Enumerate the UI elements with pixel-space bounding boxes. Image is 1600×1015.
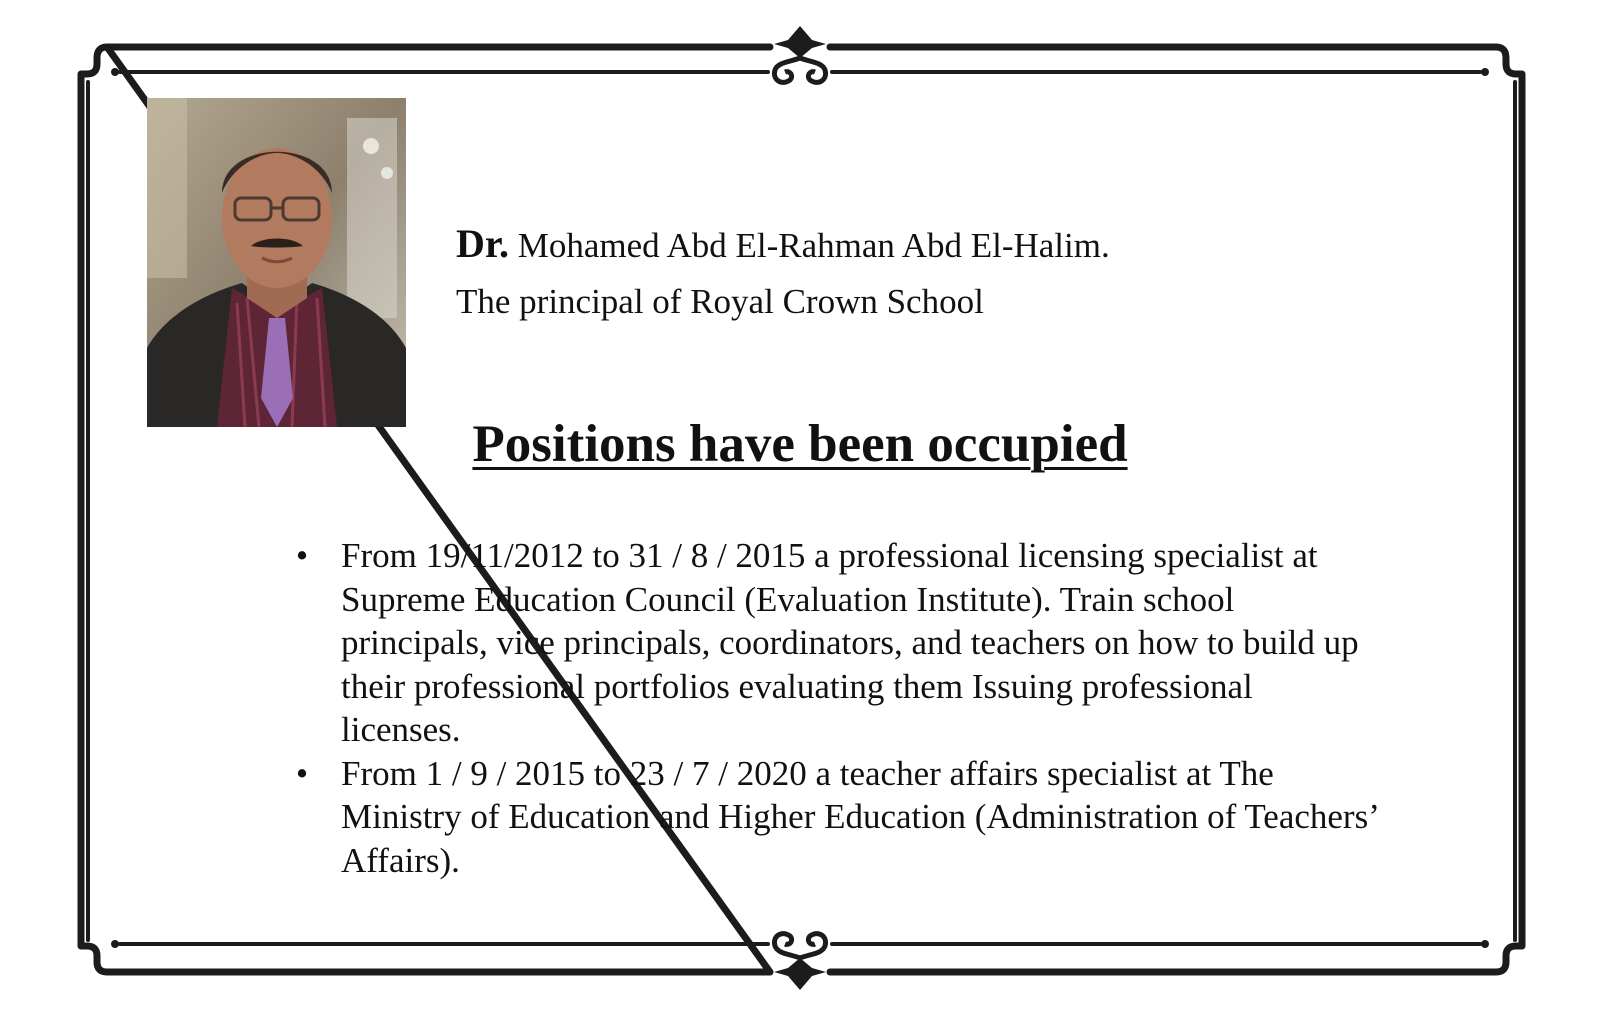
position-text: From 1 / 9 / 2015 to 23 / 7 / 2020 a teacher affairs specialist at The Ministry of Education and Higher Education (Administration of Teachers’ Affairs). (341, 753, 1378, 880)
bullet-icon: • (295, 753, 309, 793)
portrait-image (147, 98, 406, 427)
list-item (290, 534, 1380, 752)
profile-name: Mohamed Abd El-Rahman Abd El-Halim. (517, 226, 1110, 265)
list-item (290, 752, 1380, 883)
position-text: From 19/11/2012 to 31 / 8 / 2015 a professional licensing specialist at Supreme Education Council (Evaluation Institute). Train school principals, vice principals, coordinators, and teachers on how to build up their professional portfolios evaluating them Issuing professional licenses. (341, 536, 1359, 749)
name-prefix: Dr. (456, 221, 509, 266)
profile-photo (147, 98, 406, 427)
bullet-icon: • (295, 536, 309, 575)
positions-list (290, 534, 1380, 882)
section-heading-text: Positions have been occupied (472, 415, 1128, 473)
profile-role: The principal of Royal Crown School (456, 282, 984, 321)
section-heading (0, 412, 1600, 476)
profile-name-line (456, 222, 1110, 268)
